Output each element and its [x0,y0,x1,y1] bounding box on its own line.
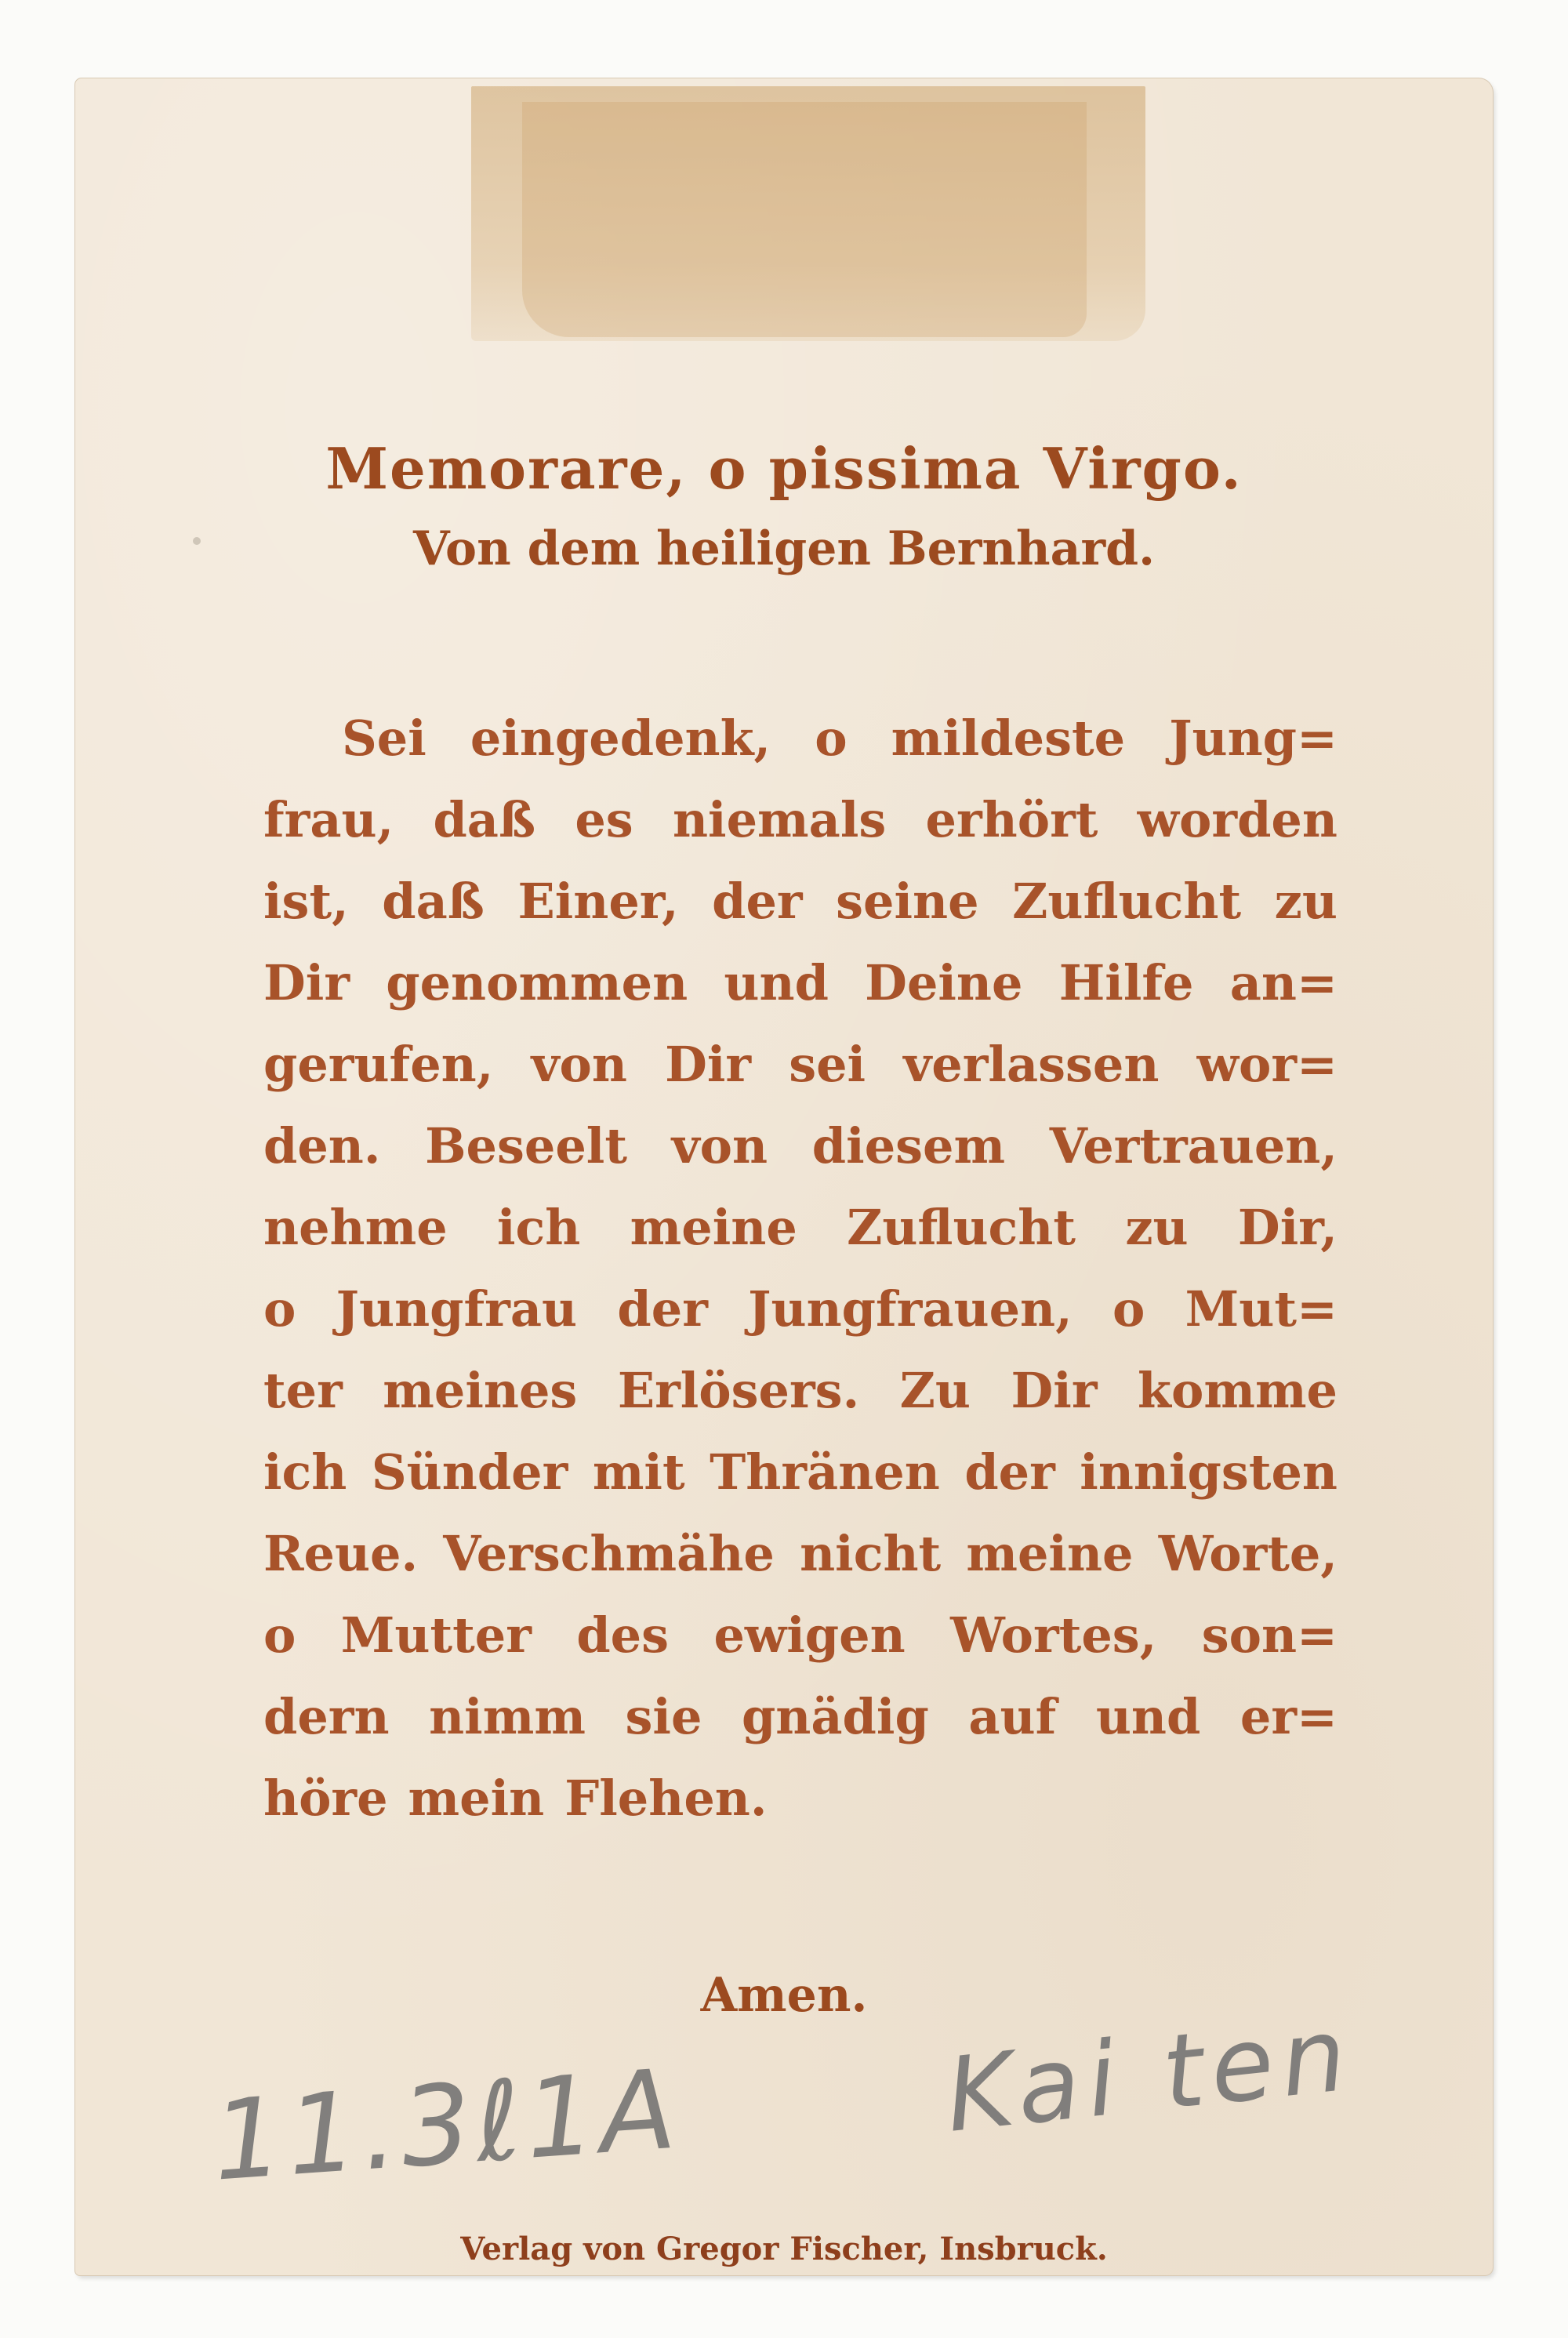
prayer-word: Jungfrau [336,1280,578,1338]
prayer-line [263,1513,1338,1595]
prayer-word: meine [630,1199,797,1256]
prayer-word: Sei [342,710,426,767]
prayer-word: und [724,954,829,1011]
prayer-word: Beseelt [425,1117,627,1174]
prayer-word: o [263,1280,296,1338]
prayer-word: zu [1125,1199,1189,1256]
prayer-word: verlassen [903,1036,1160,1093]
prayer-word: nicht [800,1525,942,1582]
prayer-word: Zuflucht [847,1199,1076,1256]
pencil-note: Kai ten [940,1994,1359,2155]
prayer-word: seine [836,873,979,930]
prayer-word: meine [966,1525,1134,1582]
prayer-word: zu [1274,873,1338,930]
prayer-line [263,779,1338,861]
prayer-word: daß [382,873,485,930]
prayer-word: dern [263,1688,390,1745]
prayer-word: Dir [1011,1362,1098,1419]
prayer-word: der [712,873,803,930]
prayer-line [263,1024,1338,1105]
prayer-word: Wortes, [950,1606,1157,1664]
prayer-word: ist, [263,873,349,930]
prayer-attribution: Von dem heiligen Bernhard. [413,521,1155,576]
prayer-word: sie [625,1688,702,1745]
prayer-line [263,1758,1338,1839]
prayer-word: Reue. [263,1525,419,1582]
prayer-word: wor= [1196,1036,1338,1093]
prayer-word: genommen [386,954,688,1011]
prayer-word: von [671,1117,768,1174]
prayer-line [263,942,1338,1024]
prayer-line [263,1432,1338,1513]
prayer-line [263,861,1338,942]
prayer-line [263,698,1338,779]
prayer-word: ich [263,1443,347,1501]
prayer-word: von [531,1036,627,1093]
prayer-word: Sünder [371,1443,568,1501]
prayer-line [263,1187,1338,1269]
prayer-word: eingedenk, [470,710,771,767]
prayer-word: o [263,1606,296,1664]
prayer-line [263,1595,1338,1676]
prayer-card [75,78,1493,2275]
prayer-word: diesem [811,1117,1006,1174]
tape-residue [522,102,1087,337]
prayer-word: Deine [865,954,1023,1011]
prayer-word: mein [408,1770,545,1827]
prayer-word: o [815,710,848,767]
prayer-word: des [576,1606,670,1664]
prayer-word: Worte, [1158,1525,1338,1582]
prayer-line [263,1350,1338,1432]
prayer-word: höre [263,1770,388,1827]
prayer-word: mit [592,1443,685,1501]
prayer-word: erhört [925,791,1098,848]
prayer-word: Erlösers. [617,1362,860,1419]
prayer-word: nimm [429,1688,586,1745]
closing-amen: Amen. [700,1968,868,2023]
prayer-word: Einer, [517,873,679,930]
prayer-word: auf [968,1688,1057,1745]
prayer-word: Zuflucht [1012,873,1242,930]
prayer-word: gerufen, [263,1036,494,1093]
prayer-word: ewigen [713,1606,906,1664]
prayer-word: o [1112,1280,1145,1338]
prayer-word: Mutter [340,1606,532,1664]
publisher-imprint: Verlag von Gregor Fischer, Insbruck. [460,2231,1108,2267]
prayer-word: Flehen. [564,1770,768,1827]
prayer-text [263,698,1338,1839]
prayer-word: frau, [263,791,394,848]
prayer-word: an= [1229,954,1338,1011]
prayer-word: sei [789,1036,866,1093]
prayer-word: innigsten [1080,1443,1338,1501]
prayer-word: Dir [665,1036,752,1093]
prayer-line [263,1269,1338,1350]
prayer-word: Jung= [1169,710,1338,767]
prayer-word: Jungfrauen, [748,1280,1073,1338]
prayer-word: niemals [672,791,887,848]
prayer-word: Zu [899,1362,971,1419]
prayer-word: ter [263,1362,343,1419]
prayer-word: gnädig [741,1688,929,1745]
prayer-word: son= [1201,1606,1338,1664]
prayer-word: daß [433,791,536,848]
prayer-word: der [964,1443,1055,1501]
prayer-line [263,1105,1338,1187]
pencil-inventory-number: 11.3ℓ1A [209,2046,684,2206]
prayer-word: der [617,1280,708,1338]
prayer-word: Hilfe [1058,954,1194,1011]
prayer-word: den. [263,1117,381,1174]
prayer-line [263,1676,1338,1758]
prayer-word: worden [1137,791,1338,848]
prayer-word: nehme [263,1199,448,1256]
prayer-word: Vertrauen, [1049,1117,1338,1174]
prayer-word: mildeste [891,710,1126,767]
prayer-word: Dir, [1237,1199,1338,1256]
prayer-word: Thränen [710,1443,940,1501]
prayer-word: er= [1240,1688,1338,1745]
prayer-word: es [575,791,633,848]
prayer-word: meines [383,1362,578,1419]
prayer-word: und [1095,1688,1201,1745]
prayer-word: Mut= [1185,1280,1338,1338]
prayer-word: Verschmähe [443,1525,775,1582]
prayer-word: Dir [263,954,350,1011]
prayer-word: komme [1138,1362,1338,1419]
prayer-word: ich [496,1199,581,1256]
prayer-title: Memorare, o pissima Virgo. [325,435,1243,502]
